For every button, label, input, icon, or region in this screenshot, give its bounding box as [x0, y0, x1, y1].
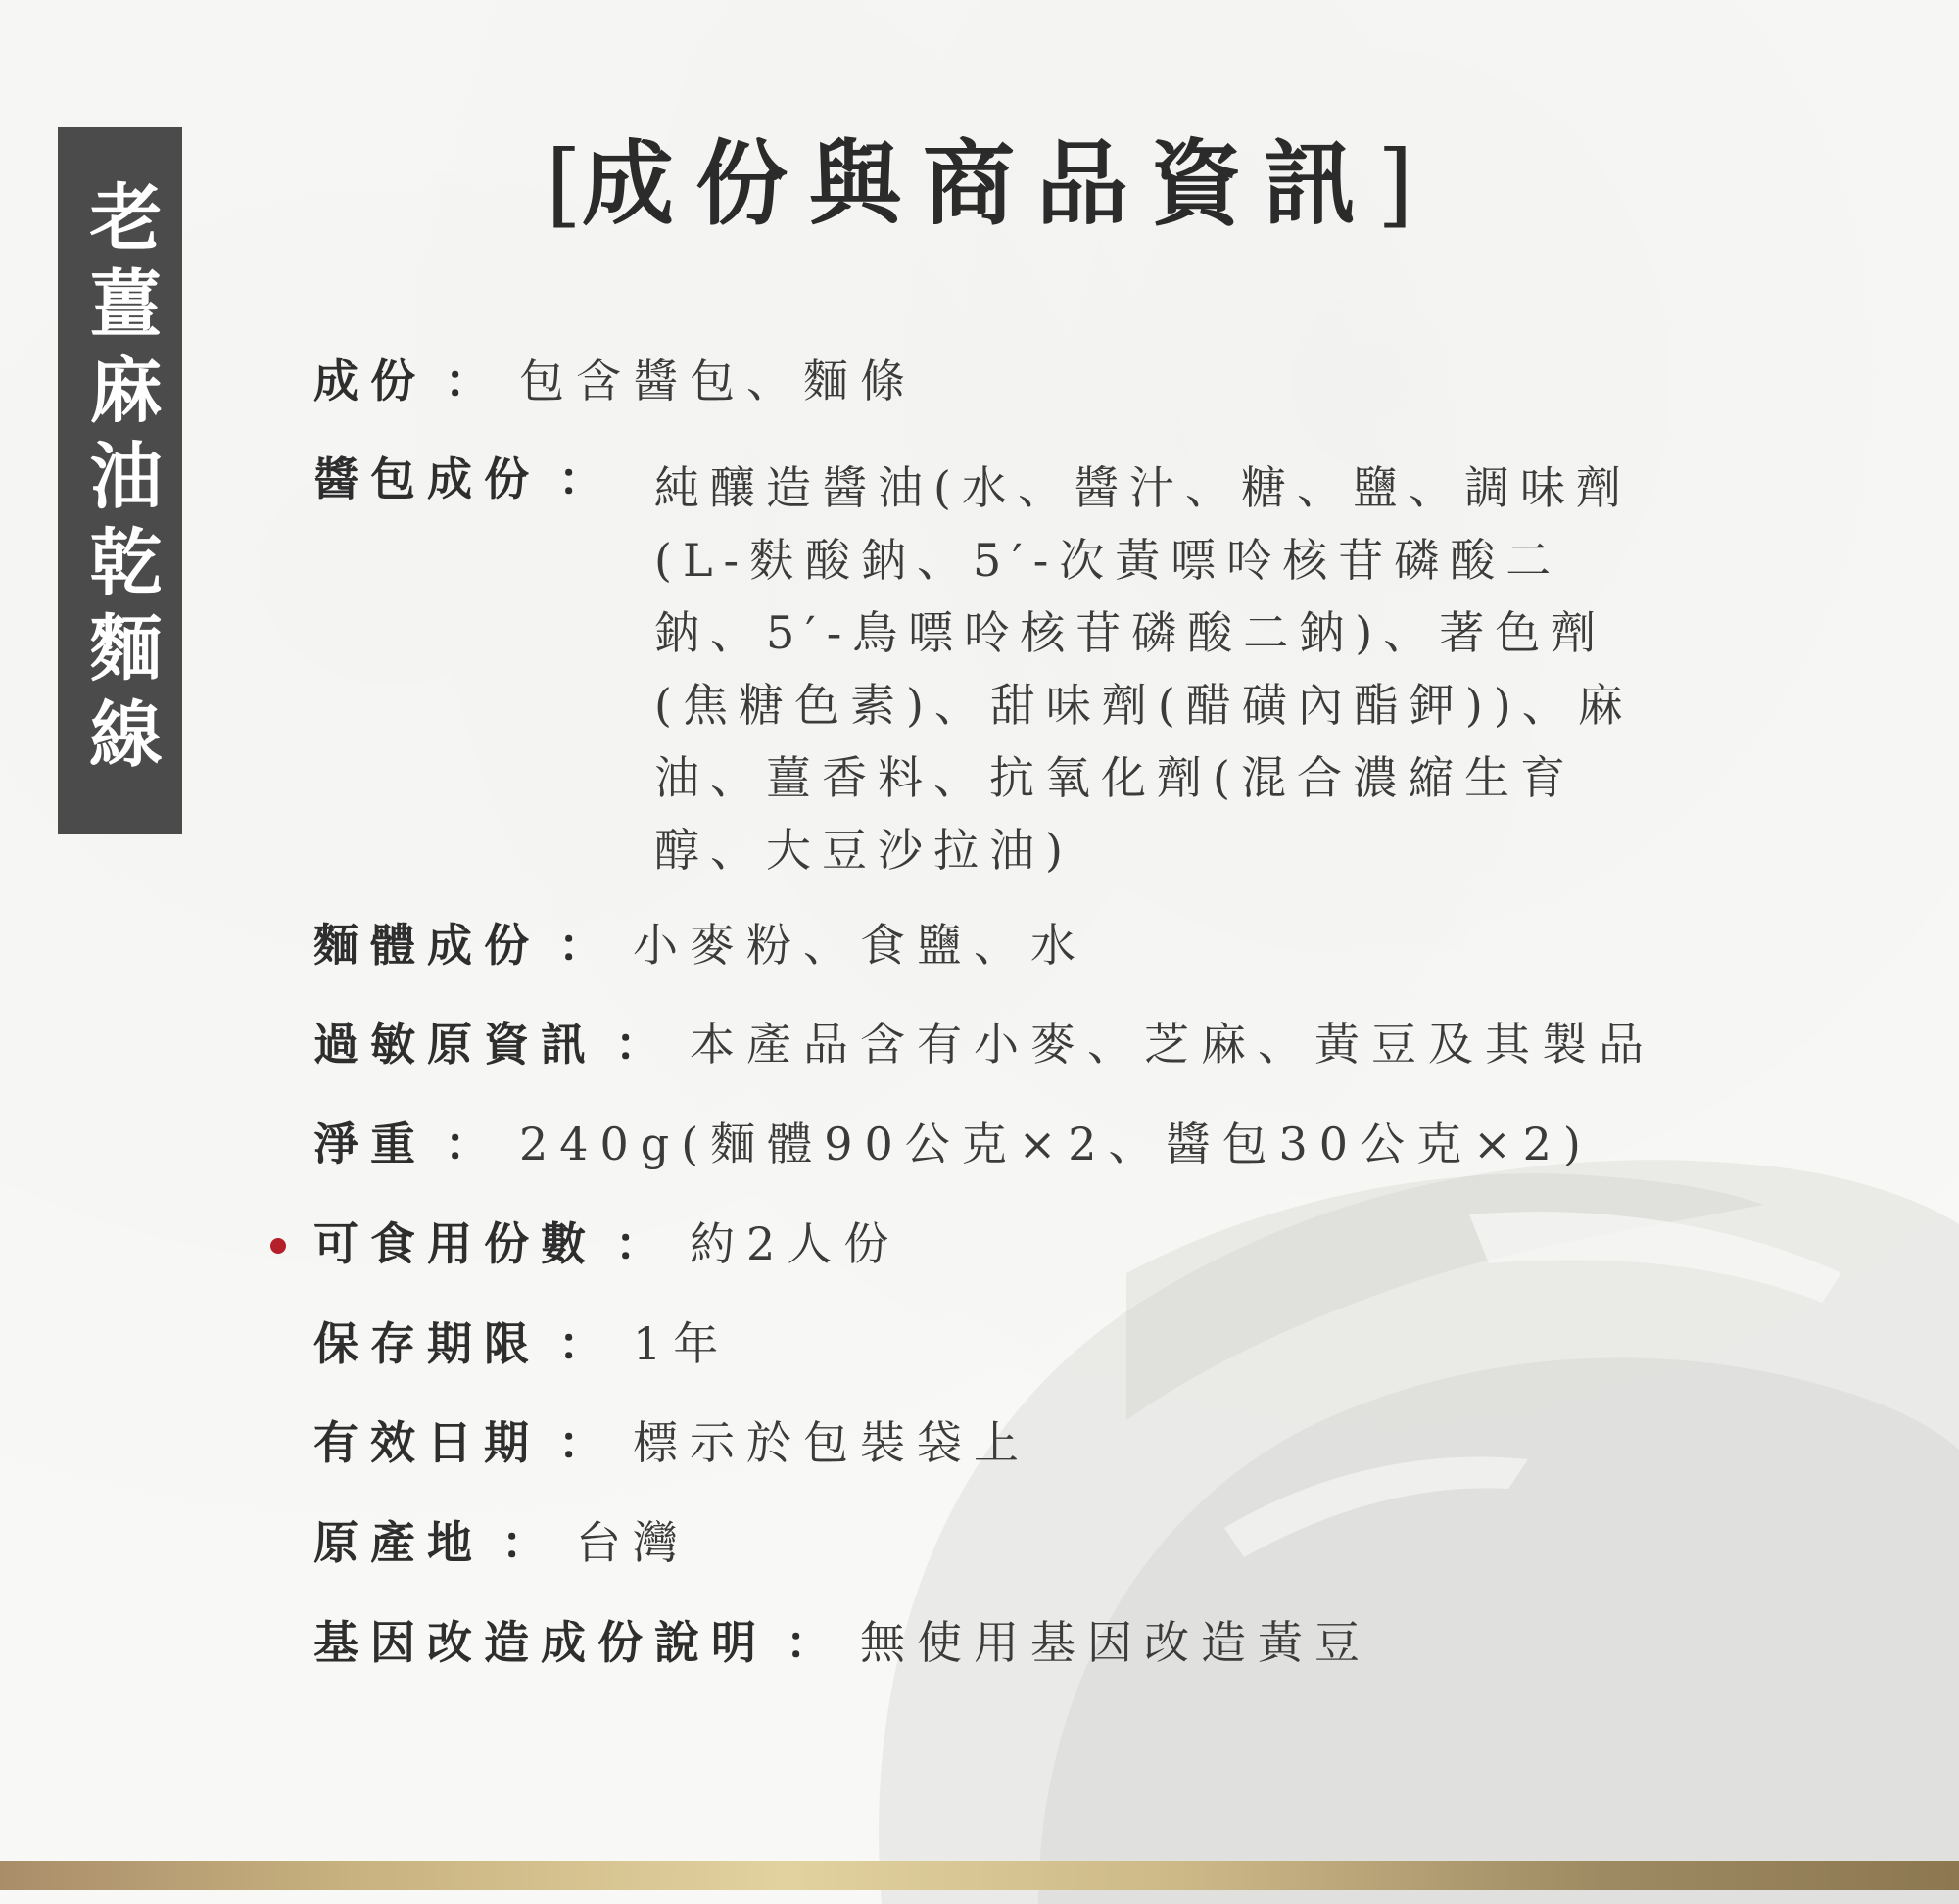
colon: ：	[445, 1118, 502, 1170]
servings-value: 約2人份	[690, 1217, 901, 1270]
open-bracket: [	[546, 131, 582, 238]
close-bracket: ]	[1377, 131, 1413, 238]
colon: ：	[502, 1516, 558, 1569]
weight-label: 淨重	[313, 1118, 427, 1170]
shelf-life-value: 1年	[633, 1317, 731, 1370]
product-name: 老薑麻油乾麵線	[77, 179, 163, 783]
colon: ：	[558, 919, 615, 972]
noodle-row	[313, 919, 1087, 972]
sauce-line: 醇、大豆沙拉油)	[654, 824, 1074, 877]
ingredients-label: 成份	[313, 355, 427, 407]
colon: ：	[558, 1317, 615, 1370]
shelf-life-label: 保存期限	[313, 1317, 541, 1370]
servings-row	[313, 1217, 901, 1270]
sauce-line: (焦糖色素)、甜味劑(醋磺內酯鉀))、麻	[654, 679, 1634, 732]
allergen-value: 本產品含有小麥、芝麻、黃豆及其製品	[690, 1018, 1655, 1071]
red-bullet-dot	[270, 1238, 286, 1254]
noodle-value: 小麥粉、食鹽、水	[633, 919, 1087, 972]
servings-label: 可食用份數	[313, 1217, 597, 1270]
sauce-line: (L-麩酸鈉、5′-次黃嘌呤核苷磷酸二	[654, 534, 1562, 587]
origin-label: 原產地	[313, 1516, 484, 1569]
sauce-line: 純釀造醬油(水、醬汁、糖、鹽、調味劑	[654, 461, 1632, 514]
noodle-label: 麵體成份	[313, 919, 541, 972]
colon: ：	[445, 355, 502, 407]
expiry-label: 有效日期	[313, 1416, 541, 1469]
sauce-line: 鈉、5′-鳥嘌呤核苷磷酸二鈉)、著色劑	[654, 606, 1607, 659]
origin-row	[313, 1516, 690, 1569]
expiry-row	[313, 1416, 1030, 1469]
expiry-value: 標示於包裝袋上	[633, 1416, 1030, 1469]
gmo-row	[313, 1616, 1371, 1669]
ingredients-row	[313, 355, 917, 407]
sauce-ingredients	[654, 452, 1648, 886]
shelf-life-row	[313, 1317, 731, 1370]
sauce-label: 醬包成份	[313, 452, 541, 505]
colon: ：	[615, 1217, 672, 1270]
colon: ：	[558, 1416, 615, 1469]
allergen-row	[313, 1018, 1655, 1071]
title-text: 成份與商品資訊	[581, 130, 1377, 238]
weight-row	[313, 1118, 1593, 1170]
gold-footer-bar	[0, 1861, 1959, 1890]
page-title	[0, 129, 1959, 241]
gmo-label: 基因改造成份說明	[313, 1616, 768, 1669]
sauce-line: 油、薑香料、抗氧化劑(混合濃縮生育	[654, 751, 1576, 804]
colon: ：	[615, 1018, 672, 1071]
colon: ：	[786, 1616, 842, 1669]
allergen-label: 過敏原資訊	[313, 1018, 597, 1071]
gmo-value: 無使用基因改造黃豆	[860, 1616, 1371, 1669]
colon: ：	[558, 452, 615, 505]
weight-value: 240g(麵體90公克×2、醬包30公克×2)	[519, 1118, 1593, 1170]
sauce-row	[313, 452, 633, 505]
origin-value: 台灣	[576, 1516, 690, 1569]
ingredients-value: 包含醬包、麵條	[519, 355, 917, 407]
